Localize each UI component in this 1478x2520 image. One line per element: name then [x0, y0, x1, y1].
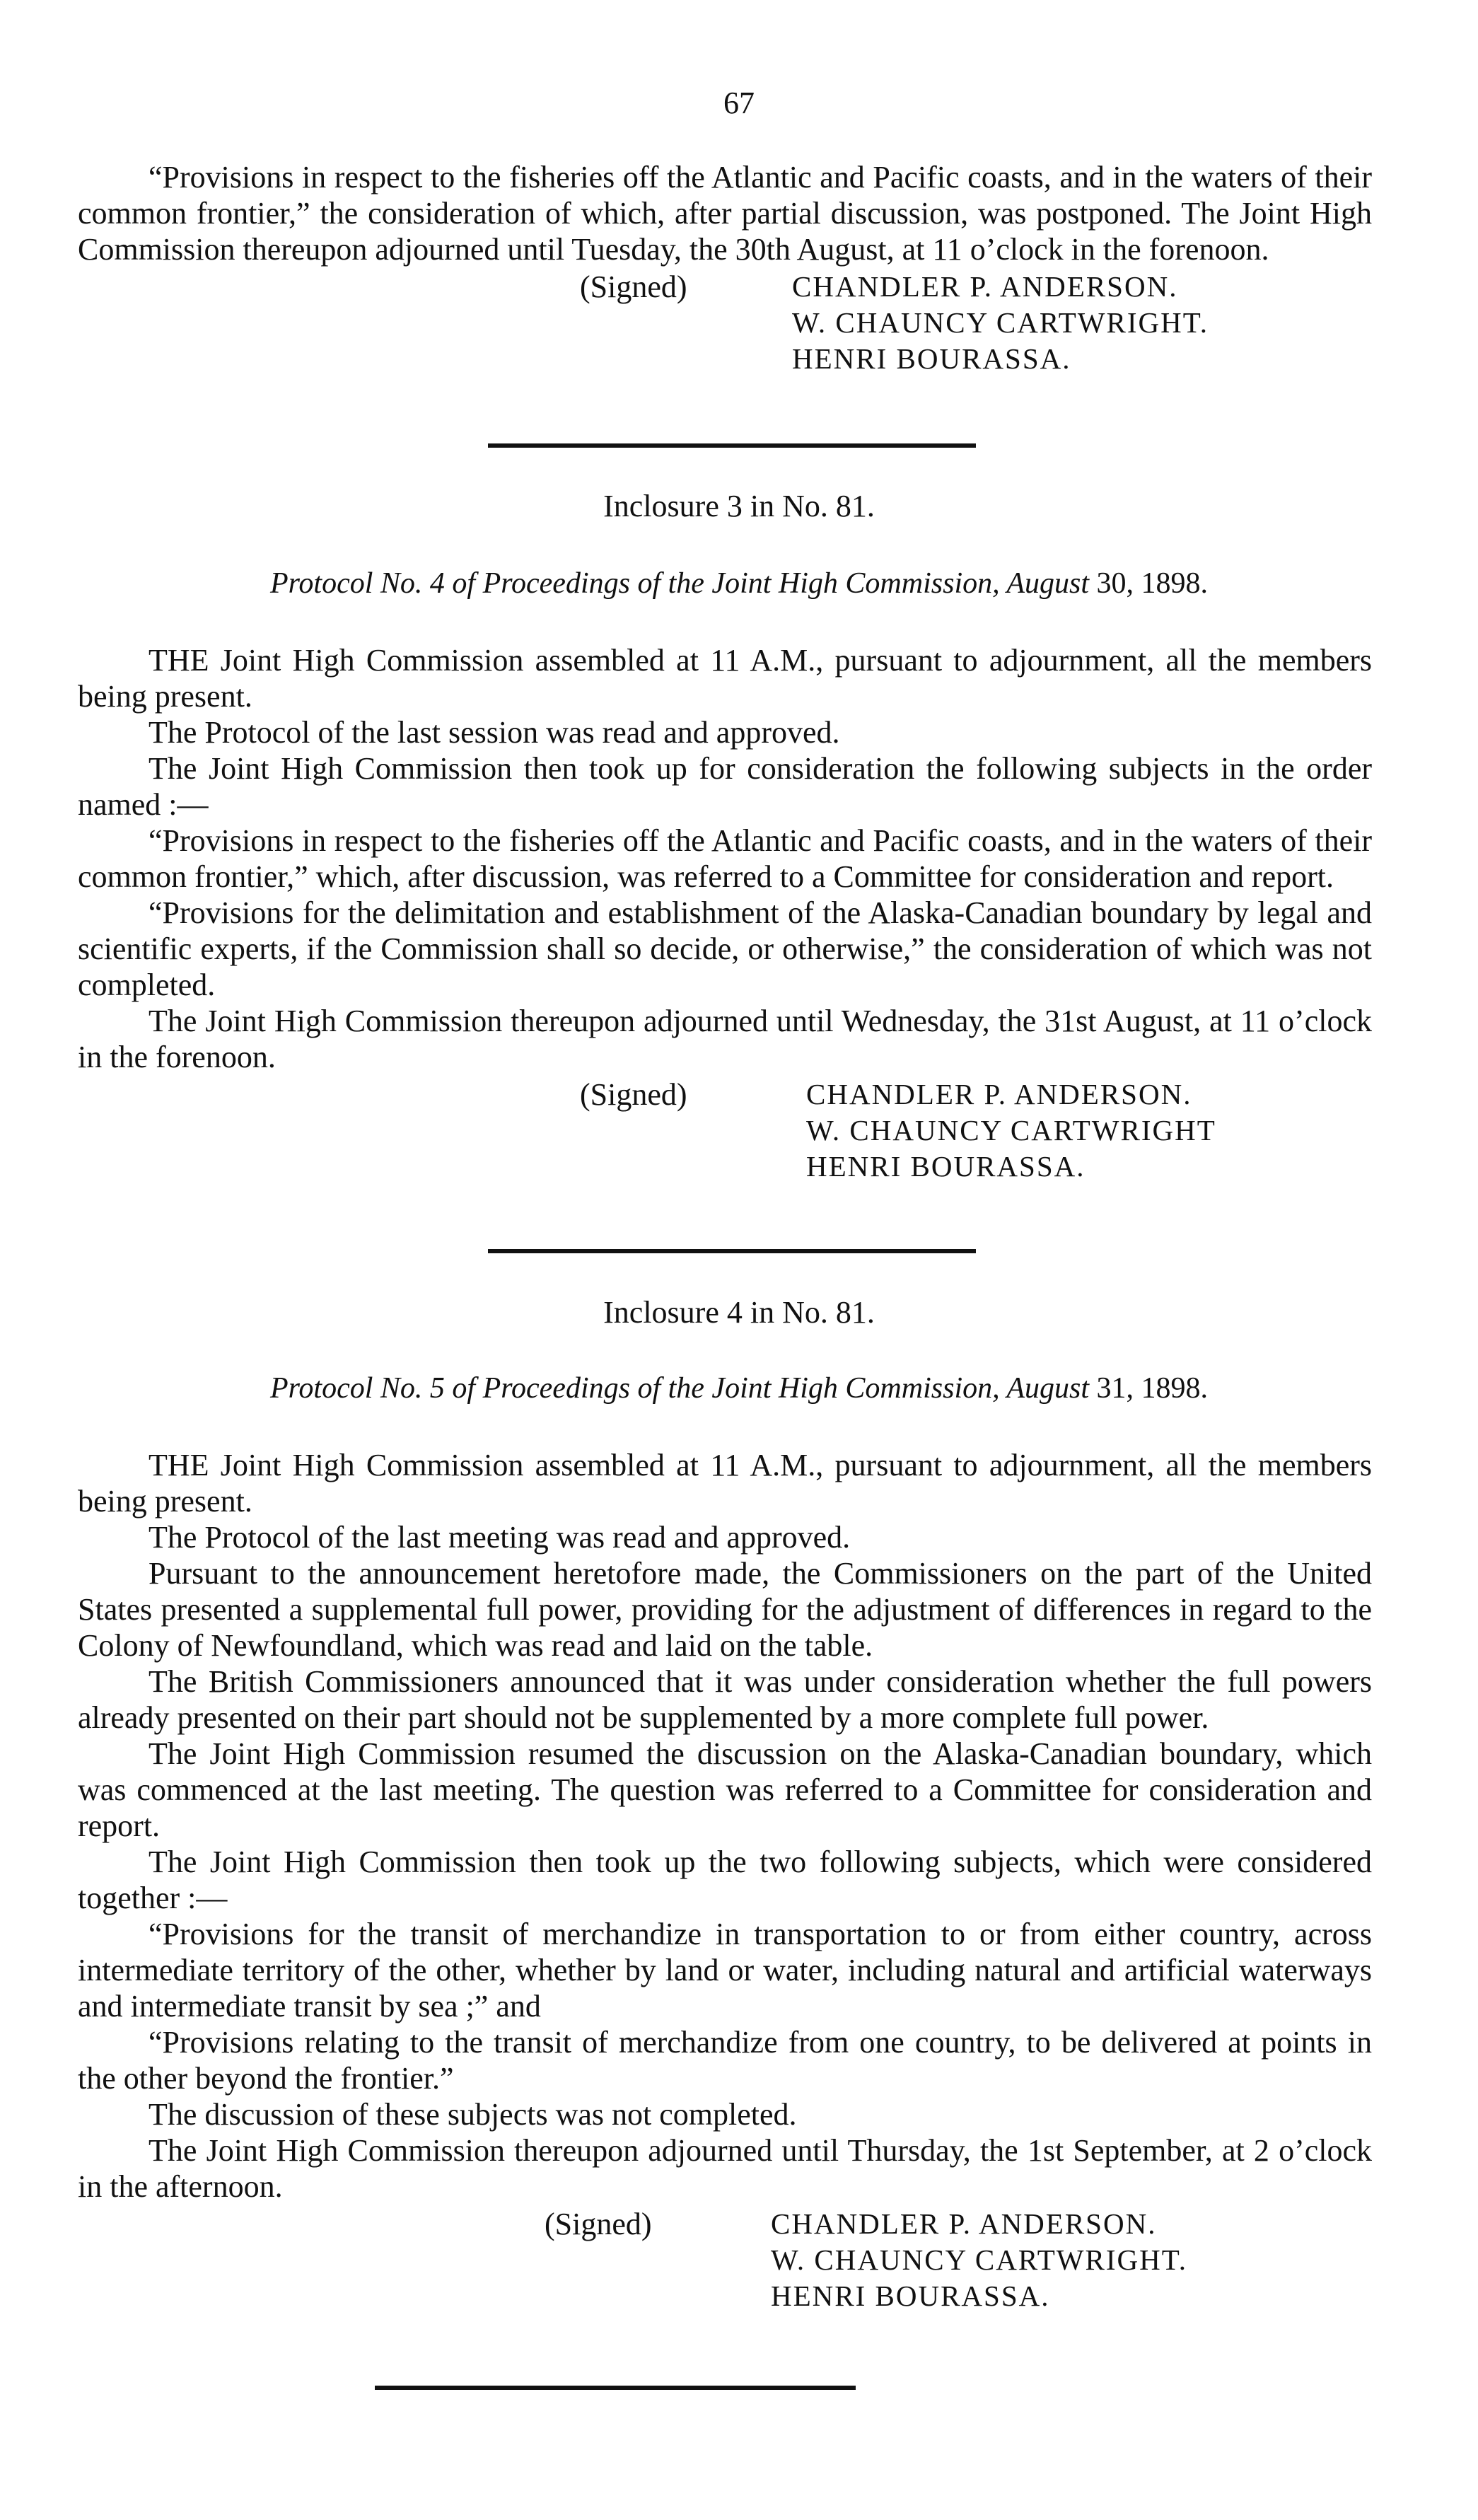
paragraph: The Joint High Commission then took up for consideration the following subjects in the order named :— — [78, 751, 1372, 822]
signer-name: W. CHAUNCY CARTWRIGHT — [806, 1114, 1216, 1146]
paragraph: The discussion of these subjects was not completed. — [149, 2097, 797, 2132]
signer-name: HENRI BOURASSA. — [806, 1150, 1086, 1183]
section-divider — [488, 1249, 976, 1253]
paragraph: The Protocol of the last meeting was read and approved. — [149, 1520, 851, 1555]
section-continuation — [78, 159, 1372, 382]
signature-block — [78, 1076, 1372, 1190]
signature-block — [78, 2206, 1372, 2319]
paragraph: “Provisions for the transit of merchandize in transportation to or from either country, across intermediate territory of the other, whether by land or water, including natural and artificial waterways and intermediate transit by sea ;” and — [78, 1917, 1372, 2023]
paragraph: “Provisions in respect to the fisheries off the Atlantic and Pacific coasts, and in the waters of their common frontier,” the consideration of which, after partial discussion, was postponed. The Joint High Commission thereupon adjourned until Tuesday, the 30th August, at 11 o’clock in the forenoon. — [78, 160, 1372, 267]
paragraph: The Joint High Commission thereupon adjourned until Thursday, the 1st September, at 2 o’clock in the afternoon. — [78, 2133, 1372, 2204]
signer-name: W. CHAUNCY CARTWRIGHT. — [771, 2243, 1187, 2276]
protocol-title-date: 31, 1898. — [1096, 1372, 1209, 1405]
protocol-title-date: 30, 1898. — [1096, 567, 1209, 600]
protocol-title-italic: Protocol No. 4 of Proceedings of the Joint High Commission, August — [269, 567, 1090, 600]
paragraph: The Joint High Commission thereupon adjourned until Wednesday, the 31st August, at 11 o’clock in the forenoon. — [78, 1004, 1372, 1074]
inclosure-3-body — [78, 642, 1372, 1190]
page-number: 67 — [723, 86, 755, 120]
paragraph: The Joint High Commission then took up the two following subjects, which were considered together :— — [78, 1845, 1372, 1915]
signer-name: W. CHAUNCY CARTWRIGHT. — [792, 306, 1209, 339]
signer-name: HENRI BOURASSA. — [792, 342, 1071, 375]
paragraph: Pursuant to the announcement heretofore made, the Commissioners on the part of the United States presented a supplemental full power, providing for the adjustment of differences in regard to the Colony of Newfoundland, which was read and laid on the table. — [78, 1556, 1372, 1663]
paragraph: “Provisions in respect to the fisheries off the Atlantic and Pacific coasts, and in the waters of their common frontier,” which, after discussion, was referred to a Committee for consideration and report. — [78, 823, 1372, 894]
paragraph: “Provisions relating to the transit of merchandize from one country, to be delivered at points in the other beyond the frontier.” — [78, 2025, 1372, 2096]
signed-label: (Signed) — [580, 269, 687, 304]
paragraph: The Joint High Commission resumed the discussion on the Alaska-Canadian boundary, which was commenced at the last meeting. The question was referred to a Committee for consideration and report. — [78, 1736, 1372, 1843]
signer-name: CHANDLER P. ANDERSON. — [792, 270, 1178, 303]
signer-list — [771, 2206, 1187, 2314]
signer-list — [806, 1076, 1216, 1185]
signature-block — [78, 269, 1372, 382]
paragraph: THE Joint High Commission assembled at 11 A.M., pursuant to adjournment, all the members being present. — [78, 1448, 1372, 1519]
signer-name: CHANDLER P. ANDERSON. — [806, 1078, 1192, 1110]
inclosure-heading: Inclosure 4 in No. 81. — [603, 1295, 875, 1330]
section-divider — [375, 2386, 856, 2390]
section-divider — [488, 443, 976, 448]
signed-label: (Signed) — [580, 1077, 687, 1112]
paragraph: “Provisions for the delimitation and establishment of the Alaska-Canadian boundary by legal and scientific experts, if the Commission shall so decide, or otherwise,” the consideration of which was not completed. — [78, 895, 1372, 1002]
inclosure-4-body — [78, 1447, 1372, 2319]
paragraph: THE Joint High Commission assembled at 11 A.M., pursuant to adjournment, all the members being present. — [78, 643, 1372, 714]
protocol-title-italic: Protocol No. 5 of Proceedings of the Joint High Commission, August — [269, 1372, 1090, 1405]
signer-name: HENRI BOURASSA. — [771, 2280, 1050, 2312]
paragraph: The Protocol of the last session was read and approved. — [149, 715, 840, 750]
inclosure-heading: Inclosure 3 in No. 81. — [603, 489, 875, 523]
paragraph: The British Commissioners announced that it was under consideration whether the full powers already presented on their part should not be supplemented by a more complete full power. — [78, 1664, 1372, 1735]
signed-label: (Signed) — [545, 2207, 652, 2241]
protocol-title — [0, 566, 1478, 602]
signer-name: CHANDLER P. ANDERSON. — [771, 2207, 1157, 2240]
protocol-title — [0, 1371, 1478, 1407]
signer-list — [792, 269, 1209, 377]
